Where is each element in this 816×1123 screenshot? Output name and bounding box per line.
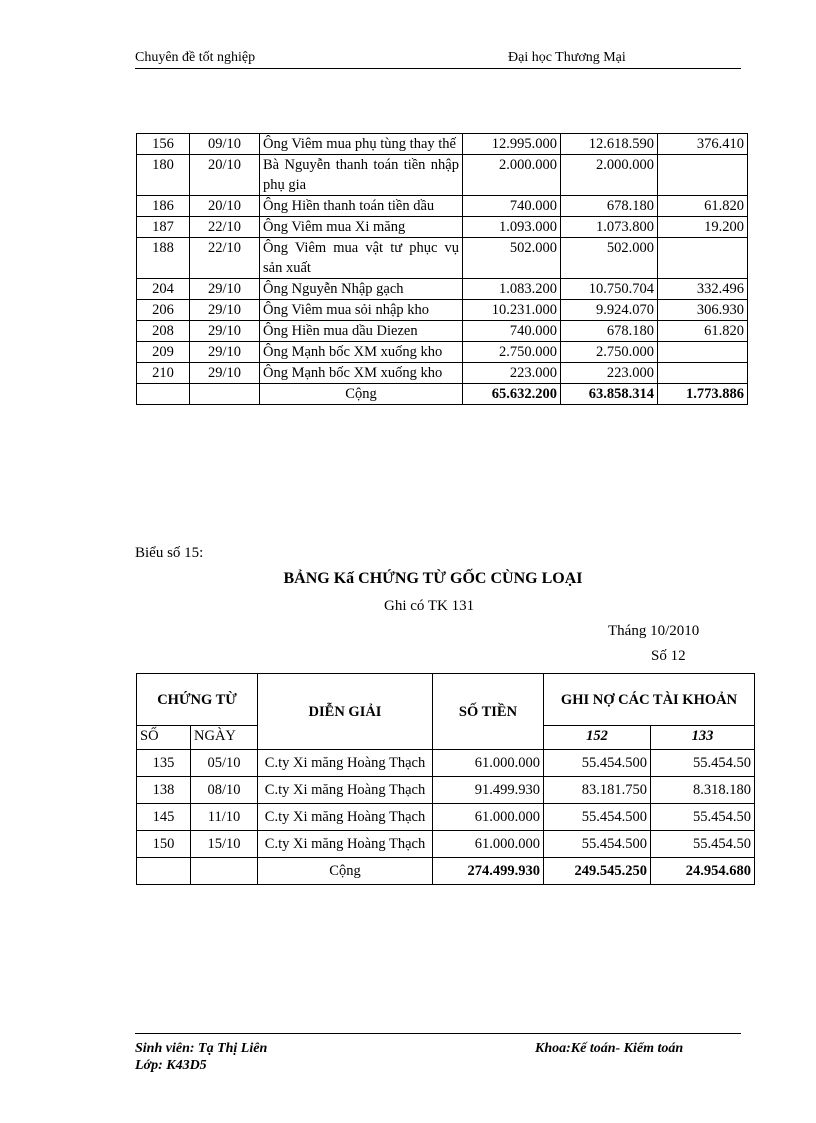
voucher-number: 204 [137, 279, 190, 300]
voucher-number: 150 [137, 831, 191, 858]
account-amount-2 [658, 342, 748, 363]
table-row [137, 300, 748, 321]
amount: 2.750.000 [463, 342, 561, 363]
dien-giai-header: DIỄN GIẢI [258, 674, 433, 750]
amount: 12.995.000 [463, 134, 561, 155]
account-amount-1: 10.750.704 [561, 279, 658, 300]
ghi-no-header: GHI NỢ CÁC TÀI KHOẢN [544, 674, 755, 726]
account-amount-1: 9.924.070 [561, 300, 658, 321]
voucher-date: 29/10 [190, 321, 260, 342]
voucher-table-1 [136, 133, 748, 405]
account-amount-1: 2.000.000 [561, 155, 658, 196]
account-133-amount: 55.454.50 [651, 804, 755, 831]
voucher-number: 180 [137, 155, 190, 196]
account-amount-2 [658, 155, 748, 196]
voucher-date: 22/10 [190, 238, 260, 279]
account-amount-2: 61.820 [658, 196, 748, 217]
voucher-number: 206 [137, 300, 190, 321]
amount: 1.083.200 [463, 279, 561, 300]
table-row [137, 750, 755, 777]
table-row [137, 196, 748, 217]
bieu-so-label: Biểu số 15: [135, 545, 204, 561]
voucher-number: 156 [137, 134, 190, 155]
account-amount-1: 2.750.000 [561, 342, 658, 363]
total-account-152: 249.545.250 [544, 858, 651, 885]
voucher-table-2 [136, 673, 755, 885]
amount: 1.093.000 [463, 217, 561, 238]
tk-133-subheader: 133 [651, 726, 755, 750]
so-tien-header: SỐ TIỀN [433, 674, 544, 750]
voucher-number: 208 [137, 321, 190, 342]
amount: 61.000.000 [433, 804, 544, 831]
amount: 2.000.000 [463, 155, 561, 196]
footer-student: Sinh viên: Tạ Thị Liên [135, 1041, 268, 1056]
voucher-number: 186 [137, 196, 190, 217]
table-row [137, 279, 748, 300]
account-amount-1: 678.180 [561, 321, 658, 342]
account-amount-2: 306.930 [658, 300, 748, 321]
table-row [137, 777, 755, 804]
description: Ông Mạnh bốc XM xuống kho [260, 363, 463, 384]
account-amount-1: 12.618.590 [561, 134, 658, 155]
account-152-amount: 83.181.750 [544, 777, 651, 804]
amount: 502.000 [463, 238, 561, 279]
footer-class: Lớp: K43D5 [135, 1058, 207, 1073]
total-account-133: 24.954.680 [651, 858, 755, 885]
voucher-date: 09/10 [190, 134, 260, 155]
table-row [137, 134, 748, 155]
description: Ông Nguyễn Nhập gạch [260, 279, 463, 300]
account-152-amount: 55.454.500 [544, 831, 651, 858]
account-152-amount: 55.454.500 [544, 750, 651, 777]
footer-faculty: Khoa:Kế toán- Kiểm toán [535, 1041, 684, 1056]
amount: 61.000.000 [433, 831, 544, 858]
description: Ông Viêm mua vật tư phục vụ sản xuất [260, 238, 463, 279]
month-label: Tháng 10/2010 [608, 623, 700, 639]
so-subheader: SỐ [137, 726, 191, 750]
header-left: Chuyên đề tốt nghiệp [135, 50, 256, 65]
tk-152-subheader: 152 [544, 726, 651, 750]
voucher-number: 188 [137, 238, 190, 279]
description: Ông Viêm mua phụ tùng thay thế [260, 134, 463, 155]
description: C.ty Xi măng Hoàng Thạch [258, 831, 433, 858]
description: Ông Viêm mua Xi măng [260, 217, 463, 238]
account-amount-2: 376.410 [658, 134, 748, 155]
ngay-subheader: NGÀY [191, 726, 258, 750]
voucher-date: 29/10 [190, 342, 260, 363]
description: Bà Nguyễn thanh toán tiền nhập phụ gia [260, 155, 463, 196]
total-amount: 65.632.200 [463, 384, 561, 405]
voucher-date: 20/10 [190, 155, 260, 196]
account-amount-2 [658, 238, 748, 279]
voucher-number: 145 [137, 804, 191, 831]
amount: 740.000 [463, 321, 561, 342]
empty-cell [137, 858, 191, 885]
total-account-2: 1.773.886 [658, 384, 748, 405]
document-subtitle: Ghi có TK 131 [384, 598, 475, 614]
description: C.ty Xi măng Hoàng Thạch [258, 804, 433, 831]
voucher-date: 22/10 [190, 217, 260, 238]
voucher-number: 209 [137, 342, 190, 363]
empty-cell [190, 384, 260, 405]
total-row [137, 858, 755, 885]
voucher-date: 29/10 [190, 279, 260, 300]
account-amount-1: 502.000 [561, 238, 658, 279]
account-133-amount: 55.454.50 [651, 750, 755, 777]
total-account-1: 63.858.314 [561, 384, 658, 405]
amount: 223.000 [463, 363, 561, 384]
table-row [137, 342, 748, 363]
voucher-date: 29/10 [190, 363, 260, 384]
document-title: BẢNG Kấ CHỨNG TỪ GỐC CÙNG LOẠI [283, 570, 583, 587]
description: Ông Viêm mua sỏi nhập kho [260, 300, 463, 321]
voucher-number: 210 [137, 363, 190, 384]
amount: 10.231.000 [463, 300, 561, 321]
table-row [137, 321, 748, 342]
amount: 740.000 [463, 196, 561, 217]
account-amount-2: 19.200 [658, 217, 748, 238]
table-row [137, 217, 748, 238]
description: Ông Mạnh bốc XM xuống kho [260, 342, 463, 363]
account-amount-2 [658, 363, 748, 384]
table-row [137, 155, 748, 196]
table-row [137, 831, 755, 858]
account-133-amount: 8.318.180 [651, 777, 755, 804]
voucher-number: 135 [137, 750, 191, 777]
account-amount-1: 1.073.800 [561, 217, 658, 238]
voucher-date: 05/10 [191, 750, 258, 777]
total-label: Cộng [258, 858, 433, 885]
voucher-number: 138 [137, 777, 191, 804]
header-right: Đại học Thương Mại [508, 50, 626, 65]
header-rule [135, 68, 741, 69]
account-amount-1: 678.180 [561, 196, 658, 217]
voucher-date: 20/10 [190, 196, 260, 217]
account-152-amount: 55.454.500 [544, 804, 651, 831]
total-label: Cộng [260, 384, 463, 405]
table-row [137, 238, 748, 279]
empty-cell [191, 858, 258, 885]
table-row [137, 363, 748, 384]
total-amount: 274.499.930 [433, 858, 544, 885]
account-133-amount: 55.454.50 [651, 831, 755, 858]
amount: 91.499.930 [433, 777, 544, 804]
voucher-number: 187 [137, 217, 190, 238]
voucher-date: 11/10 [191, 804, 258, 831]
description: Ông Hiền mua dầu Diezen [260, 321, 463, 342]
voucher-date: 15/10 [191, 831, 258, 858]
chung-tu-header: CHỨNG TỪ [137, 674, 258, 726]
voucher-date: 08/10 [191, 777, 258, 804]
description: C.ty Xi măng Hoàng Thạch [258, 777, 433, 804]
account-amount-2: 332.496 [658, 279, 748, 300]
account-amount-1: 223.000 [561, 363, 658, 384]
amount: 61.000.000 [433, 750, 544, 777]
description: C.ty Xi măng Hoàng Thạch [258, 750, 433, 777]
voucher-date: 29/10 [190, 300, 260, 321]
total-row [137, 384, 748, 405]
empty-cell [137, 384, 190, 405]
account-amount-2: 61.820 [658, 321, 748, 342]
description: Ông Hiền thanh toán tiền dầu [260, 196, 463, 217]
document-number: Số 12 [651, 648, 686, 664]
table-row [137, 804, 755, 831]
footer-rule [135, 1033, 741, 1034]
